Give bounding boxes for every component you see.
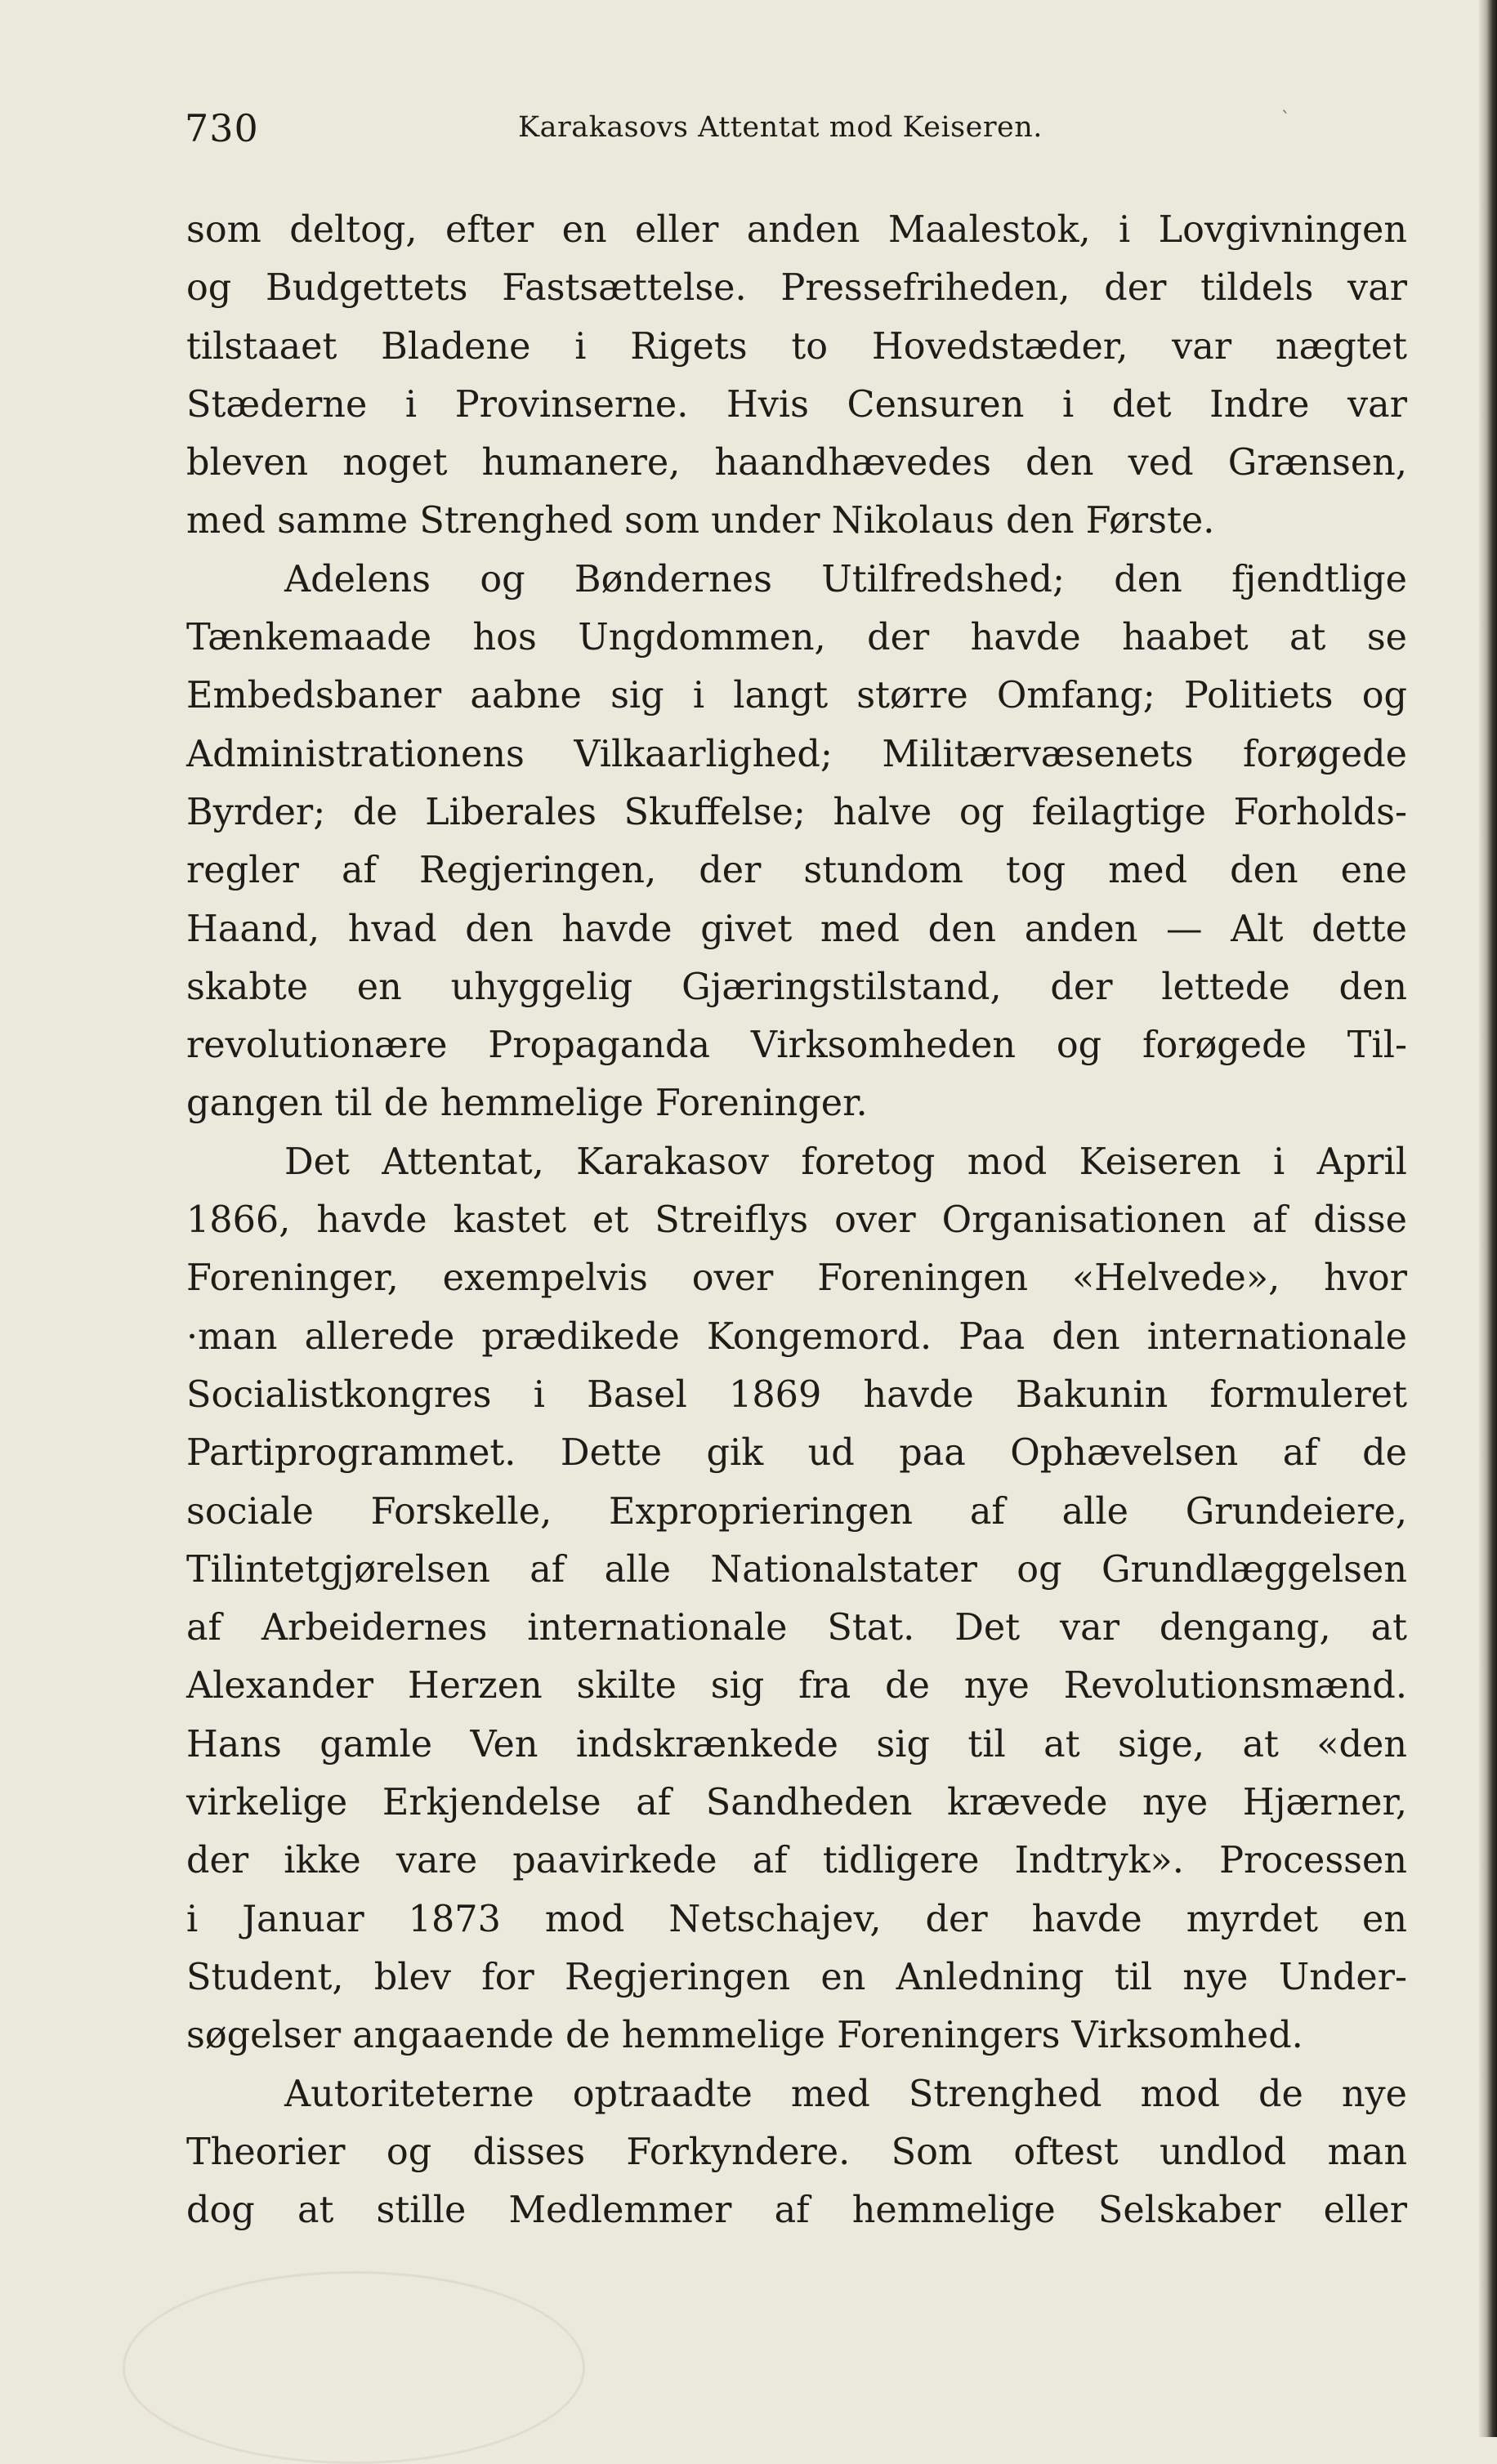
page-edge-shadow bbox=[1479, 0, 1497, 2437]
text-line: revolutionære Propaganda Virksomheden og forøgede Til- bbox=[186, 1024, 1407, 1067]
text-line: Embedsbaner aabne sig i langt større Omfang; Politiets og bbox=[186, 675, 1407, 717]
text-line: Adelens og Bøndernes Utilfredshed; den fjendtlige bbox=[284, 558, 1407, 600]
text-line: bleven noget humanere, haandhævedes den ved Grænsen, bbox=[186, 442, 1407, 484]
text-line: gangen til de hemmelige Foreninger. bbox=[186, 1082, 868, 1125]
text-line: Alexander Herzen skilte sig fra de nye Revolutionsmænd. bbox=[186, 1665, 1407, 1707]
page-number: 730 bbox=[185, 106, 259, 150]
text-line: Administrationens Vilkaarlighed; Militærvæsenets forøgede bbox=[186, 733, 1407, 775]
text-line: Stæderne i Provinserne. Hvis Censuren i det Indre var bbox=[186, 383, 1407, 426]
text-line: tilstaaet Bladene i Rigets to Hovedstæder, var nægtet bbox=[186, 325, 1407, 368]
text-line: af Arbeidernes internationale Stat. Det var dengang, at bbox=[186, 1607, 1407, 1649]
text-line: Autoriteterne optraadte med Strenghed mod de nye bbox=[284, 2073, 1407, 2115]
text-line: som deltog, efter en eller anden Maalestok, i Lovgivningen bbox=[186, 209, 1407, 251]
text-line: i Januar 1873 mod Netschajev, der havde myrdet en bbox=[186, 1898, 1407, 1940]
body-text bbox=[186, 201, 1407, 2239]
text-line: ·man allerede prædikede Kongemord. Paa den internationale bbox=[186, 1315, 1407, 1358]
text-line: Tilintetgjørelsen af alle Nationalstater og Grundlæggelsen bbox=[186, 1548, 1407, 1591]
text-line: Partiprogrammet. Dette gik ud paa Ophævelsen af de bbox=[186, 1432, 1407, 1475]
text-line: og Budgettets Fastsættelse. Pressefriheden, der tildels var bbox=[186, 267, 1407, 310]
text-line: regler af Regjeringen, der stundom tog med den ene bbox=[186, 850, 1407, 892]
text-line: Student, blev for Regjeringen en Anledning til nye Under- bbox=[186, 1956, 1407, 1998]
text-line: sociale Forskelle, Exproprieringen af alle Grundeiere, bbox=[186, 1490, 1407, 1533]
text-line: søgelser angaaende de hemmelige Foreningers Virksomhed. bbox=[186, 2015, 1303, 2057]
faint-library-stamp bbox=[123, 2271, 585, 2464]
page-header bbox=[0, 106, 1479, 155]
text-line: Theorier og disses Forkyndere. Som oftest undlod man bbox=[186, 2131, 1407, 2173]
text-line: 1866, havde kastet et Streiflys over Organisationen af disse bbox=[186, 1199, 1407, 1242]
text-line: Tænkemaade hos Ungdommen, der havde haabet at se bbox=[186, 617, 1407, 659]
stray-mark: ` bbox=[1281, 109, 1290, 130]
text-line: Foreninger, exempelvis over Foreningen «Helvede», hvor bbox=[186, 1257, 1407, 1300]
text-line: Det Attentat, Karakasov foretog mod Keiseren i April bbox=[284, 1140, 1407, 1183]
text-line: med samme Strenghed som under Nikolaus den Første. bbox=[186, 500, 1215, 542]
running-title: Karakasovs Attentat mod Keiseren. bbox=[518, 111, 1043, 144]
text-line: dog at stille Medlemmer af hemmelige Selskaber eller bbox=[186, 2189, 1407, 2232]
text-line: der ikke vare paavirkede af tidligere Indtryk». Processen bbox=[186, 1840, 1407, 1882]
text-line: Socialistkongres i Basel 1869 havde Bakunin formuleret bbox=[186, 1373, 1407, 1416]
text-line: Byrder; de Liberales Skuffelse; halve og feilagtige Forholds- bbox=[186, 791, 1407, 833]
text-line: skabte en uhyggelig Gjæringstilstand, der lettede den bbox=[186, 966, 1407, 1008]
text-line: Haand, hvad den havde givet med den anden — Alt dette bbox=[186, 908, 1407, 950]
text-line: virkelige Erkjendelse af Sandheden krævede nye Hjærner, bbox=[186, 1782, 1407, 1824]
text-line: Hans gamle Ven indskrænkede sig til at sige, at «den bbox=[186, 1723, 1407, 1765]
